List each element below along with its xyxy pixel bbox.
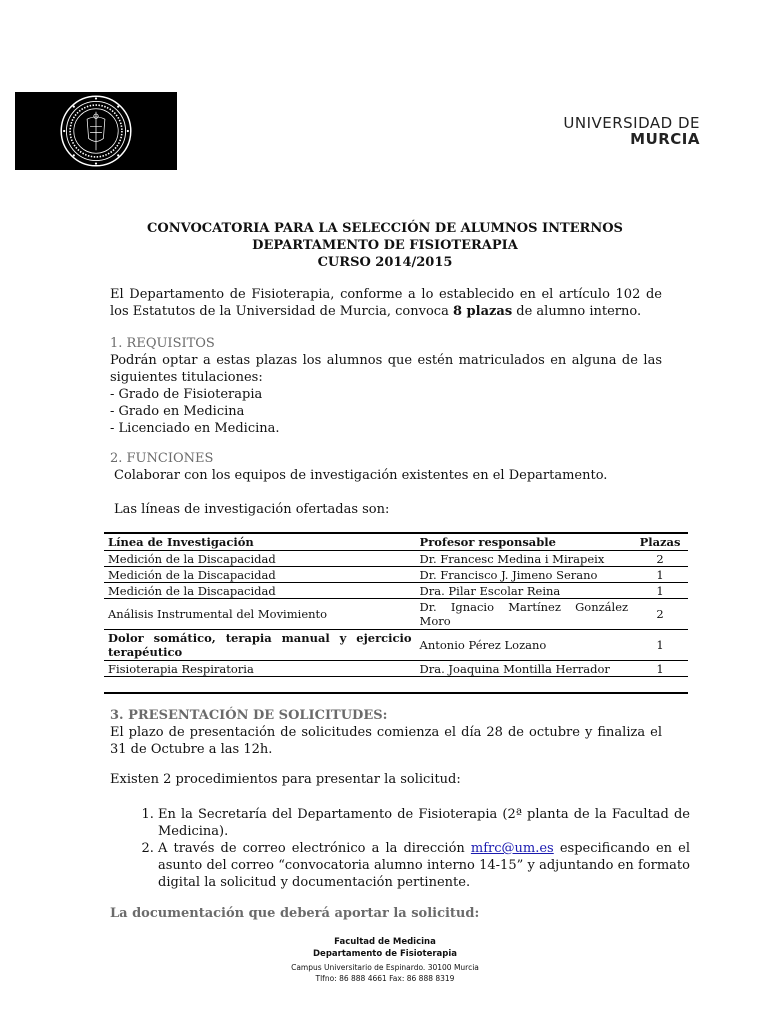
cell-plazas: 1 (632, 661, 688, 677)
intro-text: El Departamento de Fisioterapia, conforme a lo establecido en el artículo 102 de los Estatutos de la Universidad de Murcia, convoca (110, 287, 662, 319)
cell-professor: Antonio Pérez Lozano (416, 630, 633, 661)
footer-department: Departamento de Fisioterapia (313, 949, 457, 959)
list-item: - Grado de Fisioterapia (110, 387, 263, 402)
item2-text: A través de correo electrónico a la dirección (158, 841, 471, 856)
section1-text: Podrán optar a estas plazas los alumnos que estén matriculados en alguna de las siguientes titulaciones: (110, 353, 662, 385)
cell-plazas: 1 (632, 583, 688, 599)
intro-paragraph (110, 286, 662, 320)
cell-line: Medición de la Discapacidad (104, 567, 416, 583)
research-lines-intro: Las líneas de investigación ofertadas son: (114, 502, 390, 517)
table-row (104, 661, 688, 677)
header-professor: Profesor responsable (416, 533, 633, 551)
email-link[interactable]: mfrc@um.es (470, 841, 554, 856)
list-item (158, 840, 690, 891)
header-line: Línea de Investigación (104, 533, 416, 551)
cell-professor: Dra. Joaquina Montilla Herrador (416, 661, 633, 677)
university-seal-icon (59, 94, 133, 168)
intro-text-end: de alumno interno. (512, 304, 642, 319)
footer-phone: Tlfno: 86 888 4661 Fax: 86 888 8319 (315, 974, 455, 983)
cell-professor: Dra. Pilar Escolar Reina (416, 583, 633, 599)
list-item: - Licenciado en Medicina. (110, 421, 280, 436)
research-lines-table (104, 532, 688, 694)
documentation-heading: La documentación que deberá aportar la solicitud: (110, 906, 480, 921)
section1-heading: 1. REQUISITOS (110, 336, 215, 351)
section2-heading: 2. FUNCIONES (110, 451, 214, 466)
cell-line: Dolor somático, terapia manual y ejercicio terapéutico (104, 630, 416, 661)
table-row (104, 599, 688, 630)
section1-list (110, 386, 670, 437)
section3-heading: 3. PRESENTACIÓN DE SOLICITUDES: (110, 708, 388, 723)
item2-text-end: especificando en el asunto del correo “convocatoria alumno interno 14-15” y adjuntando en formato digital la solicitud y documentación pertinente. (158, 841, 691, 890)
table-row-empty (104, 677, 688, 694)
cell-plazas: 2 (632, 551, 688, 567)
title-line-1: CONVOCATORIA PARA LA SELECCIÓN DE ALUMNOS INTERNOS (147, 221, 623, 236)
table-row (104, 630, 688, 661)
table-row (104, 583, 688, 599)
table-row (104, 551, 688, 567)
cell-professor: Dr. Francisco J. Jimeno Serano (416, 567, 633, 583)
cell-plazas: 1 (632, 567, 688, 583)
document-title (100, 220, 670, 271)
university-brand (560, 115, 700, 147)
cell-plazas: 2 (632, 599, 688, 630)
procedures-intro: Existen 2 procedimientos para presentar la solicitud: (110, 772, 461, 787)
title-line-3: CURSO 2014/2015 (317, 255, 453, 270)
brand-line-2: MURCIA (630, 130, 700, 148)
procedures-list (130, 806, 690, 891)
list-item: - Grado en Medicina (110, 404, 245, 419)
page-footer (0, 936, 770, 984)
brand-line-1: UNIVERSIDAD DE (563, 114, 700, 132)
table-header-row (104, 533, 688, 551)
title-line-2: DEPARTAMENTO DE FISIOTERAPIA (252, 238, 518, 253)
section3-text: El plazo de presentación de solicitudes comienza el día 28 de octubre y finaliza el 31 de Octubre a las 12h. (110, 725, 662, 757)
cell-line: Medición de la Discapacidad (104, 551, 416, 567)
cell-line: Medición de la Discapacidad (104, 583, 416, 599)
section2-text: Colaborar con los equipos de investigación existentes en el Departamento. (114, 468, 608, 483)
cell-line: Fisioterapia Respiratoria (104, 661, 416, 677)
table-row (104, 567, 688, 583)
cell-plazas: 1 (632, 630, 688, 661)
footer-address: Campus Universitario de Espinardo. 30100 Murcia (291, 963, 479, 972)
header-plazas: Plazas (632, 533, 688, 551)
cell-professor: Dr. Ignacio Martínez González Moro (416, 599, 633, 630)
university-logo (15, 92, 177, 170)
footer-faculty: Facultad de Medicina (334, 937, 436, 947)
cell-line: Análisis Instrumental del Movimiento (104, 599, 416, 630)
cell-professor: Dr. Francesc Medina i Mirapeix (416, 551, 633, 567)
intro-bold: 8 plazas (452, 304, 513, 319)
list-item: 1. En la Secretaría del Departamento de Fisioterapia (2ª planta de la Facultad de Medicina). (158, 806, 690, 840)
